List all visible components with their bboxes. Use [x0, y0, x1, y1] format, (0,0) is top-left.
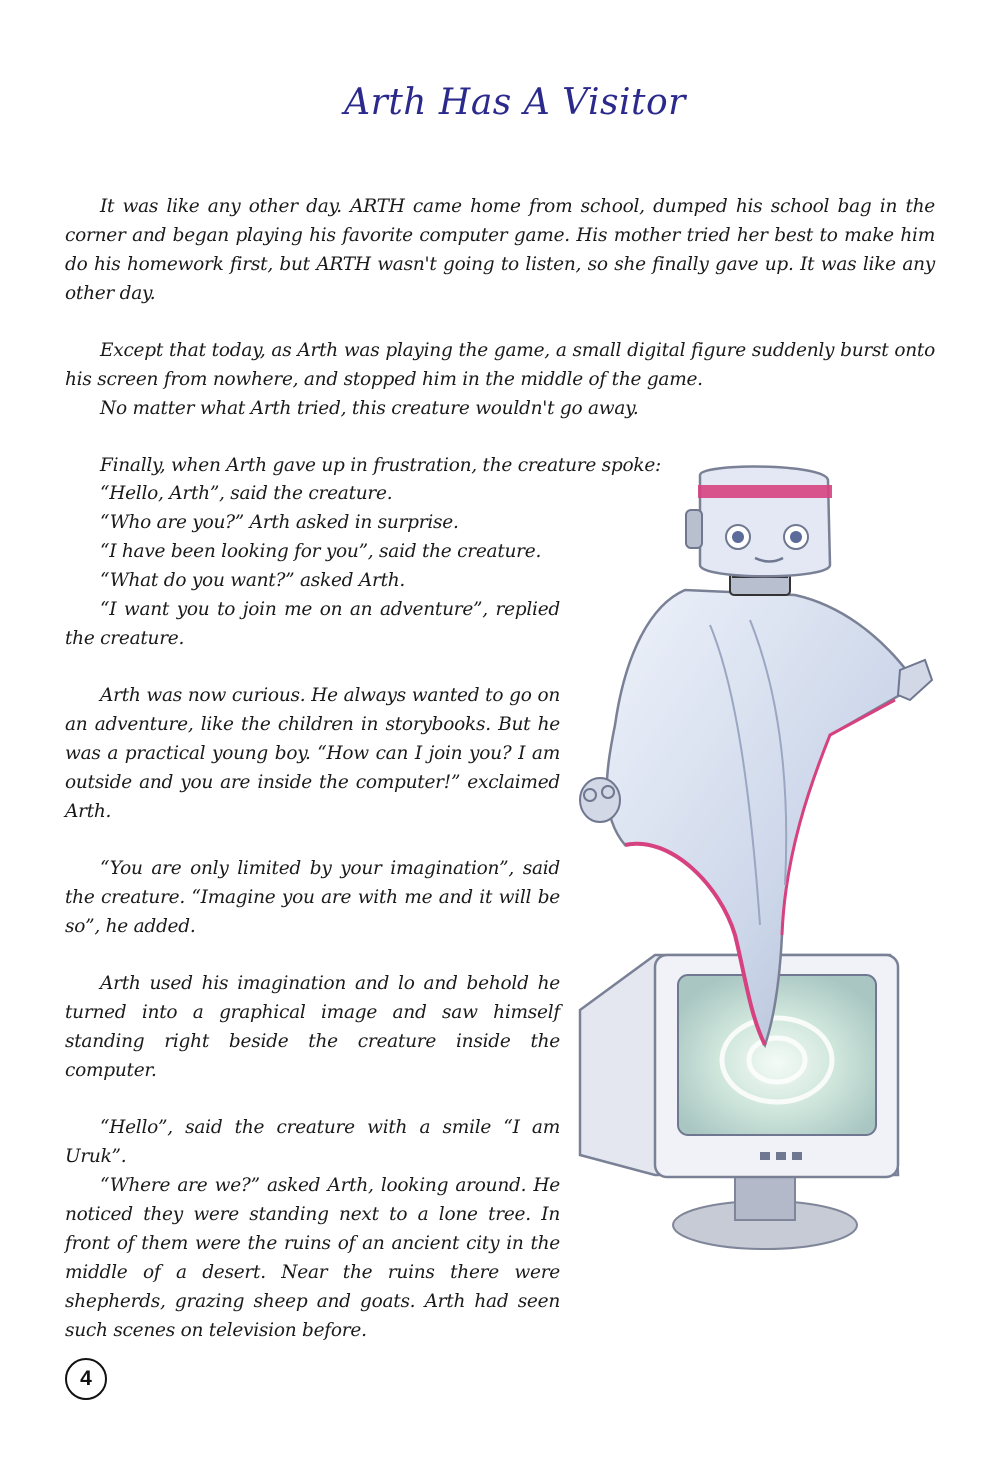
dialogue-line: “I want you to join me on an adventure”, replied the creature. — [65, 599, 560, 649]
left-hand — [580, 778, 620, 822]
dialogue-line: “Hello, Arth”, said the creature. — [100, 483, 393, 504]
paragraph-imagination: “You are only limited by your imagination”, said the creature. “Imagine you are with me and it will be so”, he added. — [65, 858, 560, 937]
monitor-screen — [678, 975, 876, 1135]
paragraph-where: “Where are we?” asked Arth, looking around. He noticed they were standing next to a lone tree. In front of them were the ruins of an ancient city in the middle of a desert. Near the ruins there were shepherds, grazing sheep and goats. Arth had seen such scenes on television before. — [65, 1175, 560, 1341]
robot-head — [700, 467, 830, 577]
left-ear — [686, 510, 702, 548]
story-dialogue — [65, 479, 560, 1345]
story-top — [65, 192, 935, 480]
dialogue-line: “I have been looking for you”, said the creature. — [100, 541, 542, 562]
page-title: Arth Has A Visitor — [344, 82, 686, 123]
paragraph-except: Except that today, as Arth was playing the game, a small digital figure suddenly burst onto his screen from nowhere, and stopped him in the middle of the game. — [65, 340, 935, 390]
paragraph-no-matter: No matter what Arth tried, this creature wouldn't go away. — [100, 398, 639, 419]
dialogue-line: “What do you want?” asked Arth. — [100, 570, 406, 591]
paragraph-finally: Finally, when Arth gave up in frustration, the creature spoke: — [100, 455, 662, 476]
robot-genie-illustration — [560, 455, 940, 1265]
paragraph-intro: It was like any other day. ARTH came home from school, dumped his school bag in the corner and began playing his favorite computer game. His mother tried her best to make him do his homework first, but ARTH wasn't going to listen, so she finally gave up. It was like any other day. — [65, 196, 935, 304]
paragraph-curious: Arth was now curious. He always wanted to go on an adventure, like the children in storybooks. But he was a practical young boy. “How can I join you? I am outside and you are inside the computer!” exclaimed Arth. — [65, 685, 560, 822]
dialogue-line: “Who are you?” Arth asked in surprise. — [100, 512, 459, 533]
monitor-neck — [735, 1175, 795, 1220]
headband — [698, 485, 832, 498]
paragraph-transform: Arth used his imagination and lo and behold he turned into a graphical image and saw himself standing right beside the creature inside the computer. — [65, 973, 560, 1081]
monitor-buttons — [760, 1152, 802, 1160]
page-number: 4 — [65, 1358, 107, 1400]
paragraph-uruk: “Hello”, said the creature with a smile “I am Uruk”. — [65, 1117, 560, 1167]
